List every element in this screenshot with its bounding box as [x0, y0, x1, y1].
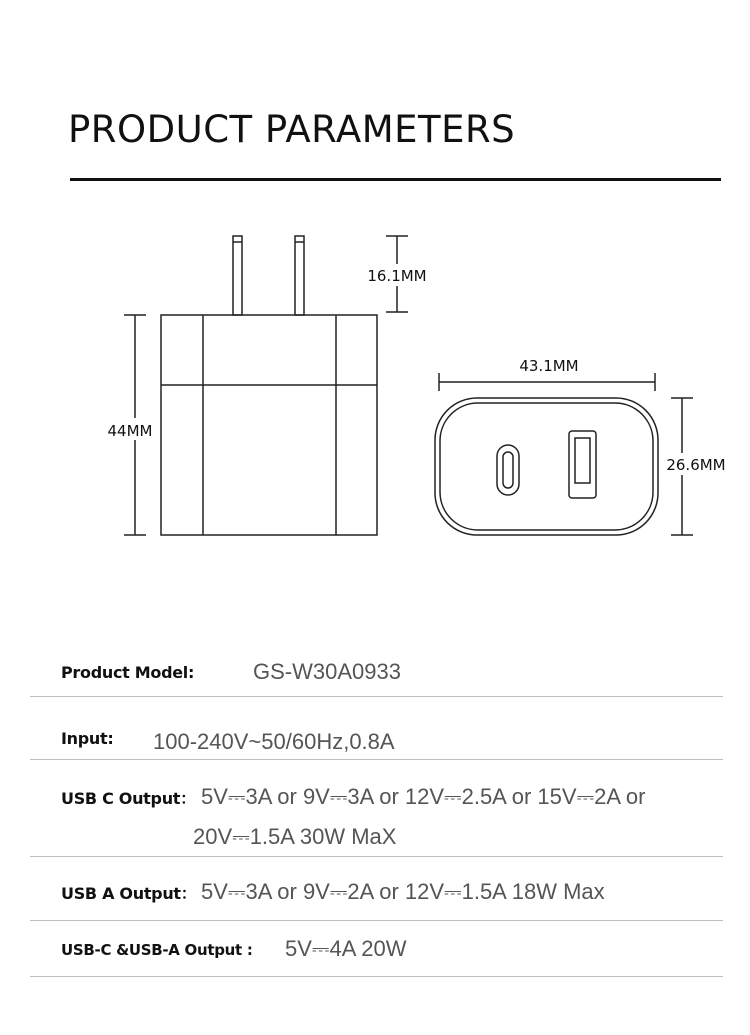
width-dimension-label: 43.1MM [519, 357, 579, 375]
spec-divider [30, 856, 723, 857]
charger-dimension-drawing [0, 220, 750, 550]
plug-prong-left [233, 236, 242, 315]
usb-a-port-icon [569, 431, 596, 498]
spec-divider [30, 920, 723, 921]
depth-dimension-label: 26.6MM [666, 456, 726, 474]
charger-body-outline [161, 315, 377, 535]
page-title: PRODUCT PARAMETERS [68, 108, 516, 151]
spec-value-usb-c-output: 5V⎓3A or 9V⎓3A or 12V⎓2.5A or 15V⎓2A or 20V⎓1.5A 30W MaX [193, 784, 646, 849]
spec-value-usb-a-output: 5V⎓3A or 9V⎓2A or 12V⎓1.5A 18W Max [201, 879, 605, 904]
title-underline [70, 178, 721, 181]
spec-divider [30, 759, 723, 760]
width-dimension-line [439, 373, 655, 391]
charger-port-view [435, 398, 658, 535]
spec-value-input: 100-240V~50/60Hz,0.8A [153, 729, 395, 754]
spec-value-product-model: GS-W30A0933 [253, 659, 401, 684]
spec-value-combined-output: 5V⎓4A 20W [285, 936, 407, 961]
spec-label-usb-a-output: USB A Output： [61, 884, 197, 903]
port-face-outer [435, 398, 658, 535]
spec-label-input: Input: [61, 729, 114, 748]
height-dimension-label: 44MM [107, 422, 153, 440]
spec-divider [30, 976, 723, 977]
spec-label-combined-output: USB-C &USB-A Output : [61, 941, 253, 959]
spec-label-usb-c-output: USB C Output： [61, 789, 196, 808]
spec-divider [30, 696, 723, 697]
port-face-inner [440, 403, 653, 530]
plug-prong-right [295, 236, 304, 315]
pin-length-dimension-label: 16.1MM [367, 267, 427, 285]
spec-label-product-model: Product Model: [61, 663, 195, 682]
charger-front-view [161, 236, 377, 535]
